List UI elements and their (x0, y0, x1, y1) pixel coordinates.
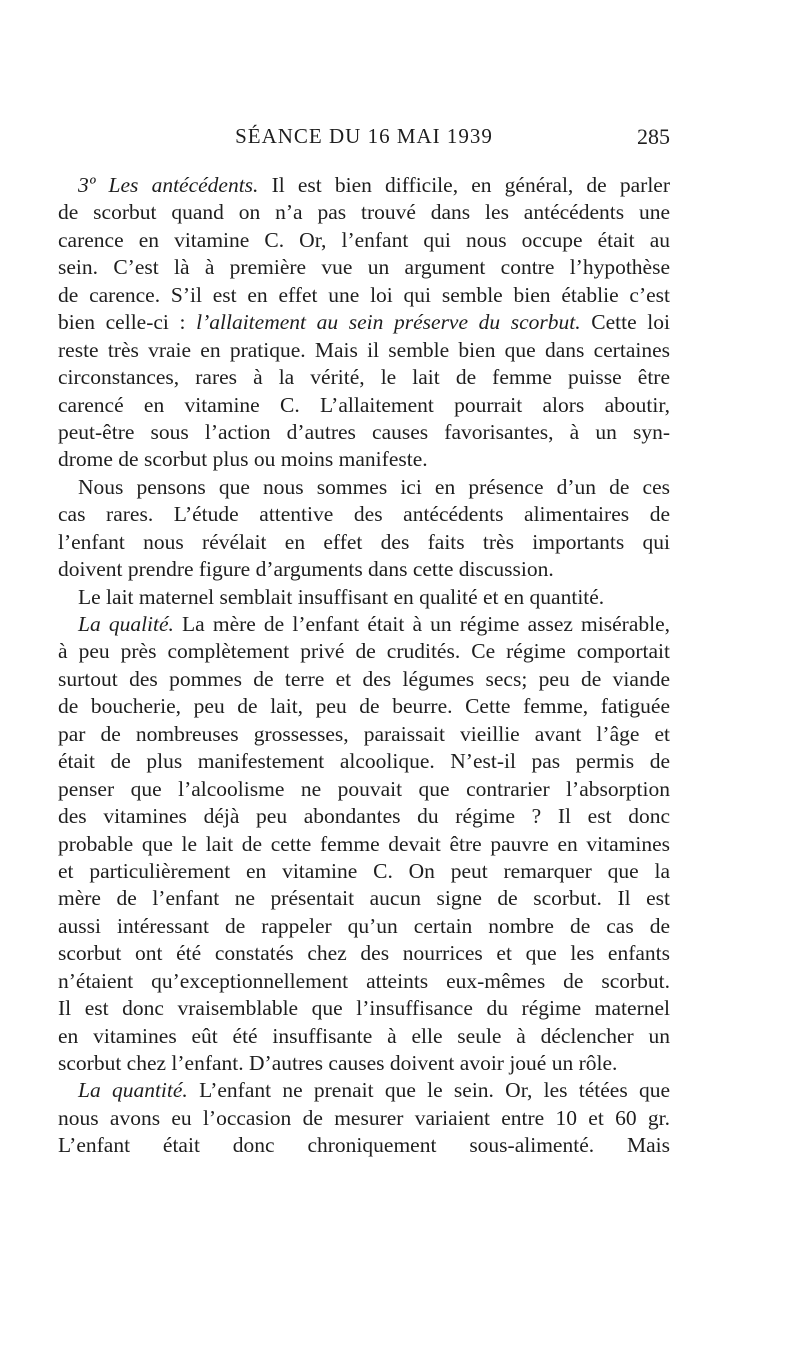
text-line: probable que le lait de cette femme devait être pauvre en vitamines (58, 831, 670, 856)
running-head (58, 124, 670, 158)
text-line: et particulièrement en vitamine C. On peut remarquer que la (58, 858, 670, 883)
running-title: SÉANCE DU 16 MAI 1939 (235, 124, 493, 148)
text-line: cas rares. L’étude attentive des antécédents alimentaires de (58, 502, 670, 527)
text-line: l’enfant nous révélait en effet des faits très importants qui (58, 529, 670, 554)
text-line: scorbut chez l’enfant. D’autres causes doivent avoir joué un rôle. (58, 1051, 618, 1075)
text-line: Il est donc vraisemblable que l’insuffisance du régime maternel (58, 996, 670, 1021)
text-line: aussi intéressant de rappeler qu’un certain nombre de cas de (58, 913, 670, 938)
text-line: scorbut ont été constatés chez des nourrices et que les enfants (58, 941, 670, 966)
text-line: de carence. S’il est en effet une loi qui semble bien établie c’est (58, 282, 670, 307)
page-number: 285 (637, 124, 670, 149)
text-line: par de nombreuses grossesses, paraissait vieillie avant l’âge et (58, 721, 670, 746)
text-line: surtout des pommes de terre et des légumes secs; peu de viande (58, 666, 670, 691)
text-line: drome de scorbut plus ou moins manifeste. (58, 447, 428, 472)
text-line: 3º Les antécédents. Il est bien difficile, en général, de parler (78, 173, 670, 197)
paragraph-heading-italic: La quantité. (78, 1078, 188, 1103)
text-line: carence en vitamine C. Or, l’enfant qui nous occupe était au (58, 227, 670, 252)
text-line: des vitamines déjà peu abondantes du régime ? Il est donc (58, 804, 670, 829)
text-line: peut-être sous l’action d’autres causes favorisantes, à un syn- (58, 419, 670, 444)
text-line: La qualité. La mère de l’enfant était à un régime assez misérable, (78, 612, 670, 636)
paragraph-heading-italic: La qualité. (78, 612, 174, 636)
text-line: était de plus manifestement alcoolique. N’est-il pas permis de (58, 749, 670, 774)
text-line: de scorbut quand on n’a pas trouvé dans les antécédents une (58, 200, 670, 225)
italic-maxim: l’allaitement au sein préserve du scorbut. (196, 310, 581, 335)
text-line: bien celle-ci : l’allaitement au sein préserve du scorbut. Cette loi (58, 310, 670, 335)
text-line: mère de l’enfant ne présentait aucun signe de scorbut. Il est (58, 886, 670, 911)
text-line: reste très vraie en pratique. Mais il semble bien que dans certaines (58, 337, 670, 362)
text-line: nous avons eu l’occasion de mesurer variaient entre 10 et 60 gr. (58, 1105, 670, 1130)
text-line: doivent prendre figure d’arguments dans cette discussion. (58, 557, 554, 582)
text-line: de boucherie, peu de lait, peu de beurre. Cette femme, fatiguée (58, 694, 670, 719)
text-line: L’enfant était donc chroniquement sous-alimenté. Mais (58, 1133, 670, 1158)
text-line: à peu près complètement privé de crudités. Ce régime comportait (58, 639, 670, 664)
text-line: Le lait maternel semblait insuffisant en qualité et en quantité. (78, 584, 605, 609)
text-line: n’étaient qu’exceptionnellement atteints eux-mêmes de scorbut. (58, 968, 670, 993)
text-line: carencé en vitamine C. L’allaitement pourrait alors aboutir, (58, 392, 670, 417)
text-line: sein. C’est là à première vue un argument contre l’hypothèse (58, 255, 670, 280)
text-line: circonstances, rares à la vérité, le lait de femme puisse être (58, 365, 670, 390)
paragraph-heading-italic: 3º Les antécédents. (78, 173, 259, 197)
text-line: en vitamines eût été insuffisante à elle seule à déclencher un (58, 1023, 670, 1048)
text-line: penser que l’alcoolisme ne pouvait que contrarier l’absorption (58, 776, 670, 801)
text-line: Nous pensons que nous sommes ici en présence d’un de ces (78, 474, 670, 499)
body-text (58, 172, 670, 1160)
text-line: La quantité. L’enfant ne prenait que le sein. Or, les tétées que (78, 1078, 670, 1103)
